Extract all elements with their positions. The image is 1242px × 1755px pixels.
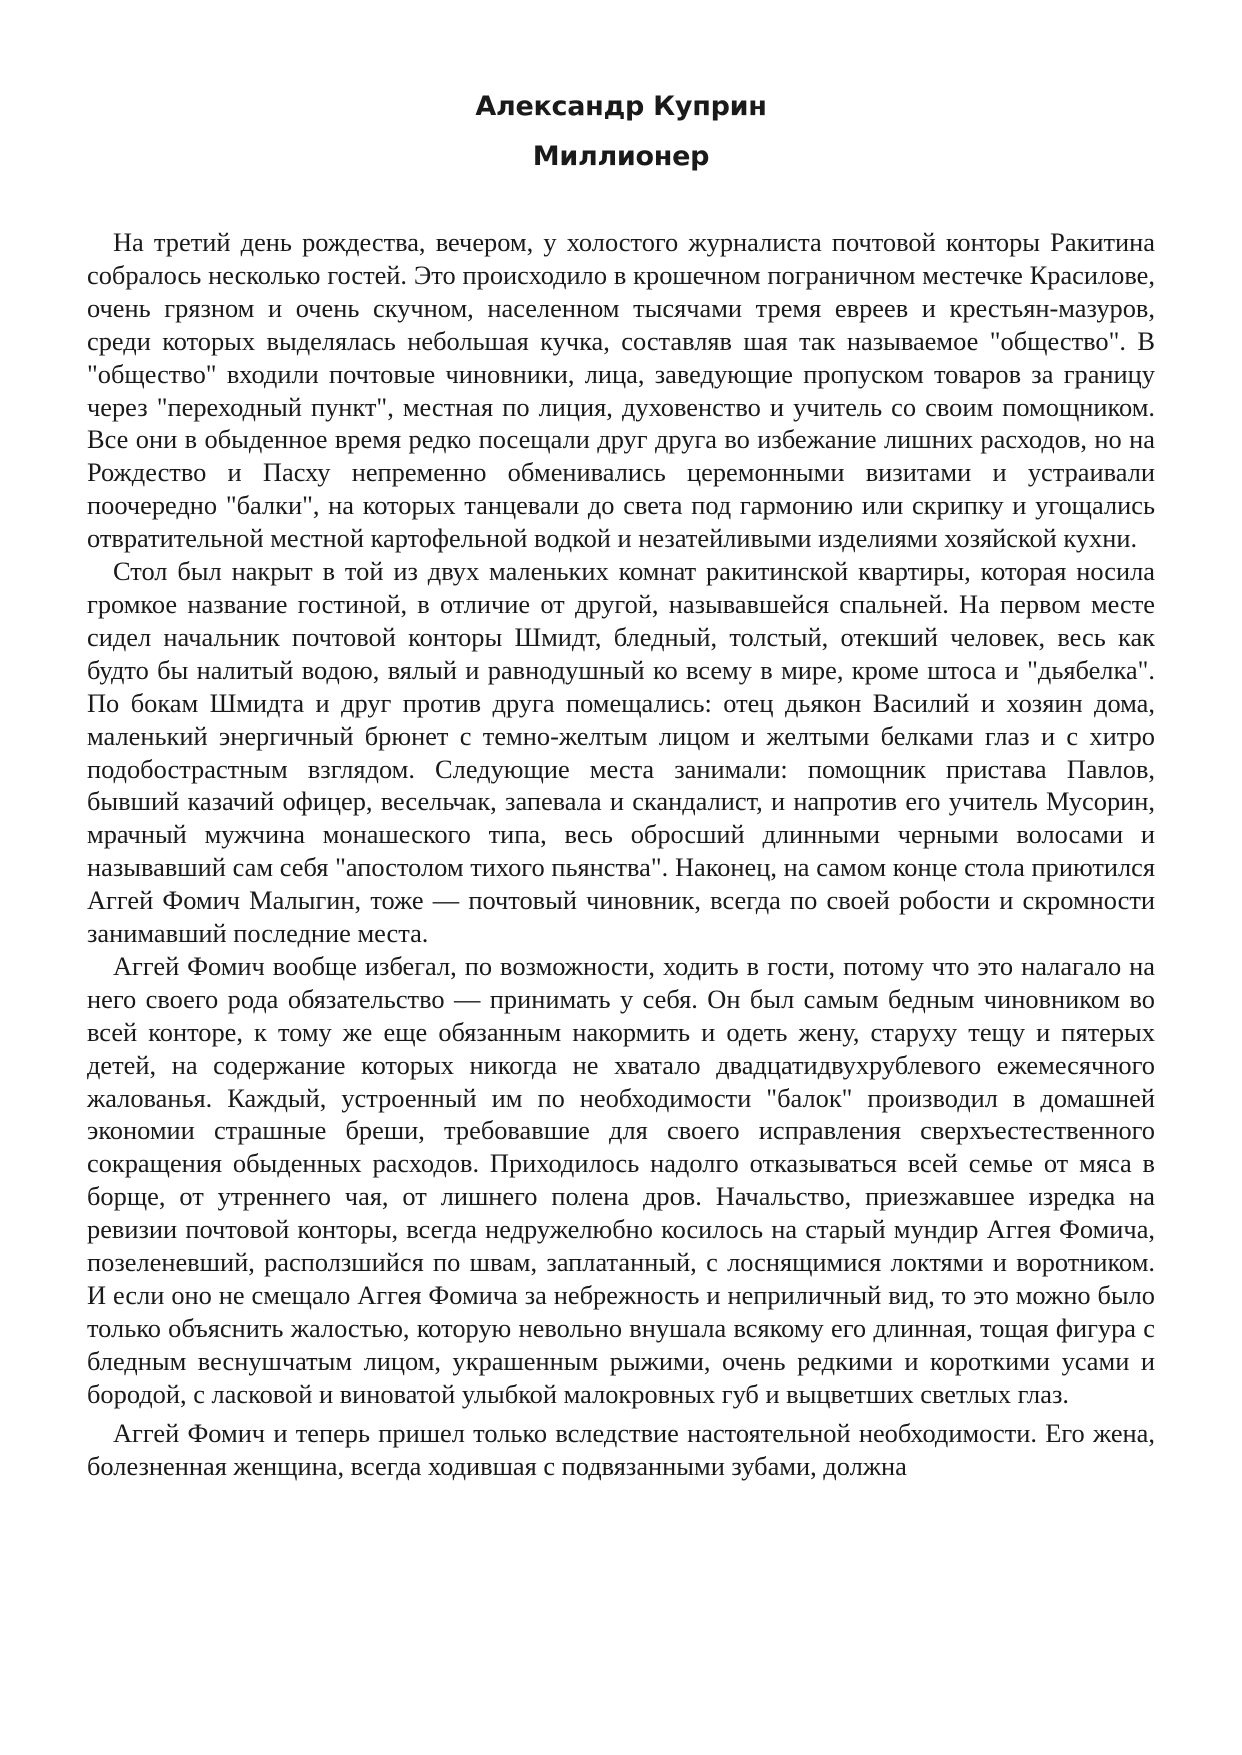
paragraph: Стол был накрыт в той из двух маленьких комнат ракитинской квартиры, которая носила громкое название гостиной, в отличие от другой, называвшейся спальней. На первом месте сидел начальник почтовой конторы Шмидт, бледный, толстый, отекший человек, весь как будто бы налитый водою, вялый и равнодушный ко всему в мире, кроме штоса и "дьябелка". По бокам Шмидта и друг против друга помещались: отец дьякон Василий и хозяин дома, маленький энергичный брюнет с темно-желтым лицом и желтыми белками глаз и с хитро подобострастным взглядом. Следующие места занимали: помощник пристава Павлов, бывший казачий офицер, весельчак, запевала и скандалист, и напротив его учитель Мусорин, мрачный мужчина монашеского типа, весь обросший длинными черными волосами и называвший сам себя "апостолом тихого пьянства". Наконец, на самом конце стола приютился Аггей Фомич Малыгин, тоже — почтовый чиновник, всегда по своей робости и скромности занимавший последние места. xyxy=(87,556,1155,949)
paragraph: Аггей Фомич вообще избегал, по возможности, ходить в гости, потому что это налагало на него своего рода обязательство — принимать у себя. Он был самым бедным чиновником во всей конторе, к тому же еще обязанным накормить и одеть жену, старуху тещу и пятерых детей, на содержание которых никогда не хватало двадцатидвухрублевого ежемесячного жалованья. Каждый, устроенный им по необходимости "балок" производил в домашней экономии страшные бреши, требовавшие для своего исправления сверхъестественного сокращения обыденных расходов. Приходилось надолго отказываться всей семье от мяса в борще, от утреннего чая, от лишнего полена дров. Начальство, приезжавшее изредка на ревизии почтовой конторы, всегда недружелюбно косилось на старый мундир Аггея Фомича, позеленевший, расползшийся по швам, заплатанный, с лоснящимися локтями и воротником. И если оно не смещало Аггея Фомича за небрежность и неприличный вид, то это можно было только объяснить жалостью, которую невольно внушала всякому его длинная, тощая фигура с бледным веснушчатым лицом, украшенным рыжими, очень редкими и короткими усами и бородой, с ласковой и виноватой улыбкой малокровных губ и выцветших светлых глаз. xyxy=(87,950,1155,1409)
story-body xyxy=(87,226,1155,1482)
author-name: Александр Куприн xyxy=(475,91,767,122)
story-title: Миллионер xyxy=(532,141,710,172)
paragraph: Аггей Фомич и теперь пришел только вследствие настоятельной необходимости. Его жена, болезненная женщина, всегда ходившая с подвязанными зубами, должна xyxy=(87,1417,1155,1481)
paragraph: На третий день рождества, вечером, у холостого журналиста почтовой конторы Ракитина собралось несколько гостей. Это происходило в крошечном пограничном местечке Красилове, очень грязном и очень скучном, населенном тысячами тремя евреев и крестьян-мазуров, среди которых выделялась небольшая кучка, составляв шая так называемое "общество". В "общество" входили почтовые чиновники, лица, заведующие пропуском товаров за границу через "переходный пункт", местная по лиция, духовенство и учитель со своим помощником. Все они в обыденное время редко посещали друг друга во избежание лишних расходов, но на Рождество и Пасху непременно обменивались церемонными визитами и устраивали поочередно "балки", на которых танцевали до света под гармонию или скрипку и угощались отвратительной местной картофельной водкой и незатейливыми изделиями хозяйской кухни. xyxy=(87,227,1155,554)
